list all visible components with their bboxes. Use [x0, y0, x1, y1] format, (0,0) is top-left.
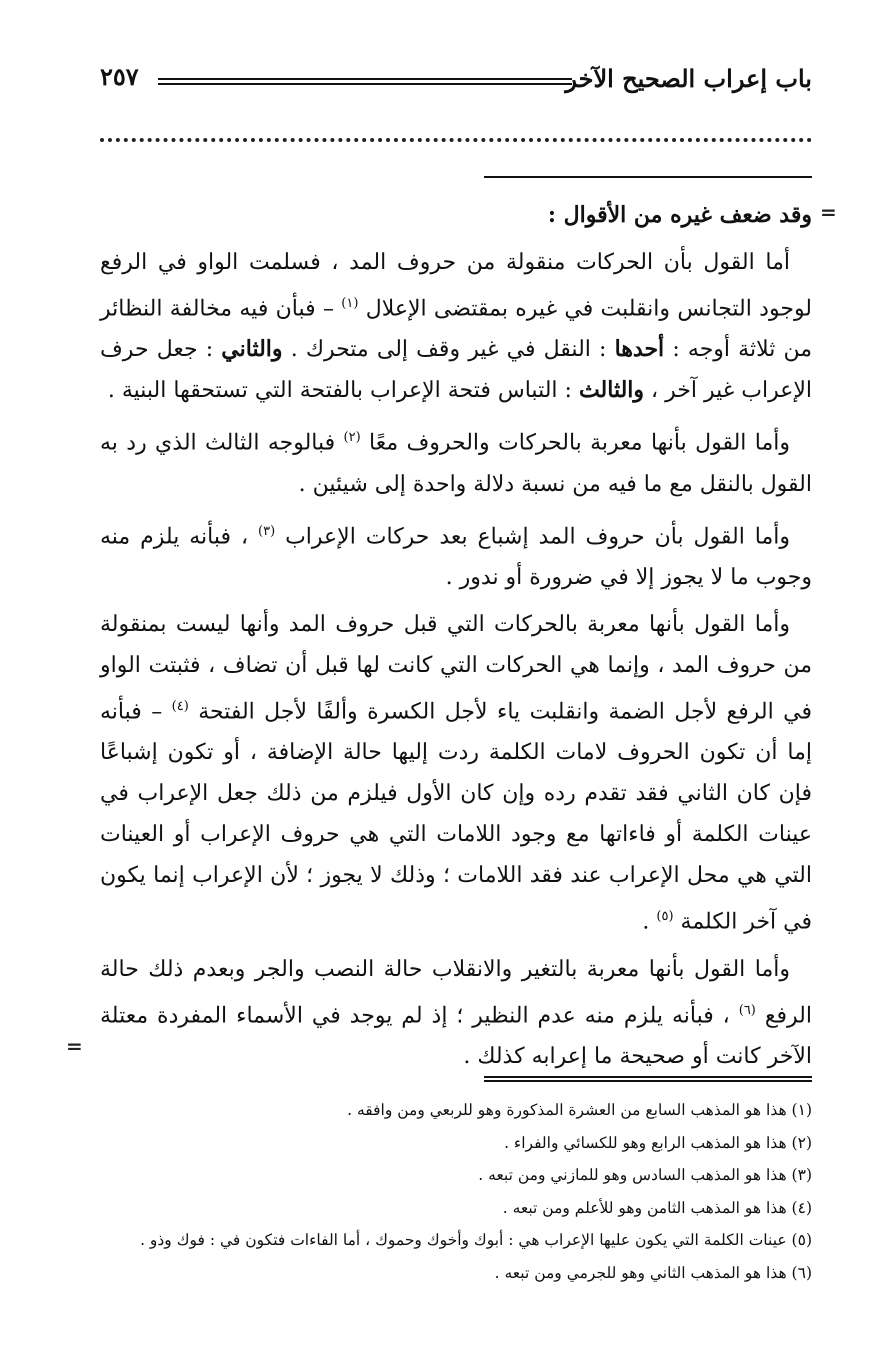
footnote-2: (٢) هذا هو المذهب الرابع وهو للكسائي والفراء . — [504, 1133, 812, 1152]
footnote-4: (٤) هذا هو المذهب الثامن وهو للأعلم ومن تبعه . — [502, 1198, 812, 1217]
footnote-3: (٣) هذا هو المذهب السادس وهو للمازني ومن تبعه . — [478, 1166, 812, 1185]
paragraph-4-text-c: . — [642, 909, 650, 935]
running-header — [100, 58, 812, 98]
paragraph-1 — [100, 242, 812, 411]
page-number: ٢٥٧ — [100, 62, 139, 91]
header-double-rule — [158, 78, 572, 85]
footnotes — [96, 1094, 812, 1290]
paragraph-2 — [100, 417, 812, 504]
paragraph-2-text-a: وأما القول بأنها معربة بالحركات والحروف معًا — [369, 430, 790, 456]
section-rule — [484, 176, 812, 178]
paragraph-1-text-b: – فبأن فيه مخالفة النظائر من ثلاثة أوجه : — [100, 296, 813, 363]
footnote-ref-4: (٤) — [171, 698, 189, 714]
paragraph-5 — [100, 949, 812, 1077]
paragraph-4 — [100, 604, 812, 943]
paragraph-1-text-e: : التباس فتحة الإعراب بالفتحة التي تستحقها البنية . — [107, 378, 572, 404]
margin-mark-top: = — [820, 200, 837, 224]
footnote-ref-6: (٦) — [738, 1002, 756, 1018]
footnote-ref-3: (٣) — [258, 523, 276, 539]
continuation-dots — [100, 138, 812, 142]
footnote-ref-2: (٢) — [343, 430, 361, 446]
margin-mark-bottom: = — [66, 1034, 83, 1058]
label-third: والثالث — [578, 377, 645, 404]
paragraph-1-text-d: : جعل حرف الإعراب غير آخر ، — [100, 337, 812, 404]
paragraph-3 — [100, 511, 812, 598]
footnote-5: (٥) عينات الكلمة التي يكون عليها الإعراب هي : أبوك وأخوك وحموك ، أما الفاءات فتكون في : فوك وذو . — [140, 1231, 812, 1250]
paragraph-3-text-a: وأما القول بأن حروف المد إشباع بعد حركات الإعراب — [285, 523, 790, 549]
chapter-title: باب إعراب الصحيح الآخر — [565, 64, 812, 93]
paragraph-5-text-a: وأما القول بأنها معربة بالتغير والانقلاب حالة النصب والجر وبعدم ذلك حالة الرفع — [100, 956, 812, 1028]
main-text — [100, 195, 812, 1083]
paragraph-1-text-a: أما القول بأن الحركات منقولة من حروف المد ، فسلمت الواو في الرفع لوجود التجانس وانقلبت في غيره بمقتضى الإعلال — [100, 250, 813, 322]
label-first: أحدها — [614, 336, 665, 363]
paragraph-2-text-b: فبالوجه الثالث الذي رد به القول بالنقل مع ما فيه من نسبة دلالة واحدة إلى شيئين . — [100, 430, 812, 497]
footnote-ref-1: (١) — [341, 296, 359, 311]
footnote-ref-5: (٥) — [656, 909, 674, 925]
paragraph-4-text-b: – فبأنه إما أن تكون الحروف لامات الكلمة ردت إليها حالة الإضافة ، أو تكون إشباعًا فإن كان الثاني فقد تقدم رده وإن كان الأول فيلزم من ذلك جعل الإعراب في عينات الكلمة أو فاءاتها مع وجود اللامات التي هي حروف الإعراب أو العينات التي هي محل الإعراب عند فقد اللامات ؛ وذلك لا يجوز ؛ لأن الإعراب إنما يكون في آخر الكلمة — [100, 699, 812, 935]
footnote-1: (١) هذا هو المذهب السابع من العشرة المذكورة وهو للربعي ومن وافقه . — [347, 1101, 812, 1119]
footnote-6: (٦) هذا هو المذهب الثاني وهو للجرمي ومن تبعه . — [494, 1263, 812, 1282]
paragraph-4-text-a: وأما القول بأنها معربة بالحركات التي قبل حروف المد وأنها ليست بمنقولة من حروف المد ، وإنما هي الحركات التي كانت لها قبل أن تضاف ، فثبتت الواو في الرفع لأجل الضمة وانقلبت ياء لأجل الكسرة وألفًا لأجل الفتحة — [100, 611, 812, 725]
footnote-separator — [484, 1076, 812, 1082]
paragraph-3-text-b: ، فبأنه يلزم منه وجوب ما لا يجوز إلا في ضرورة أو ندور . — [100, 523, 812, 590]
paragraph-1-text-c: : النقل في غير وقف إلى متحرك . — [290, 337, 607, 363]
paragraph-5-text-b: ، فبأنه يلزم منه عدم النظير ؛ إذ لم يوجد في الأسماء المفردة معتلة الآخر كانت أو صحيحة ما إعرابه كذلك . — [100, 1002, 812, 1069]
label-second: والثاني — [221, 336, 283, 363]
section-heading: وقد ضعف غيره من الأقوال : — [547, 202, 812, 228]
